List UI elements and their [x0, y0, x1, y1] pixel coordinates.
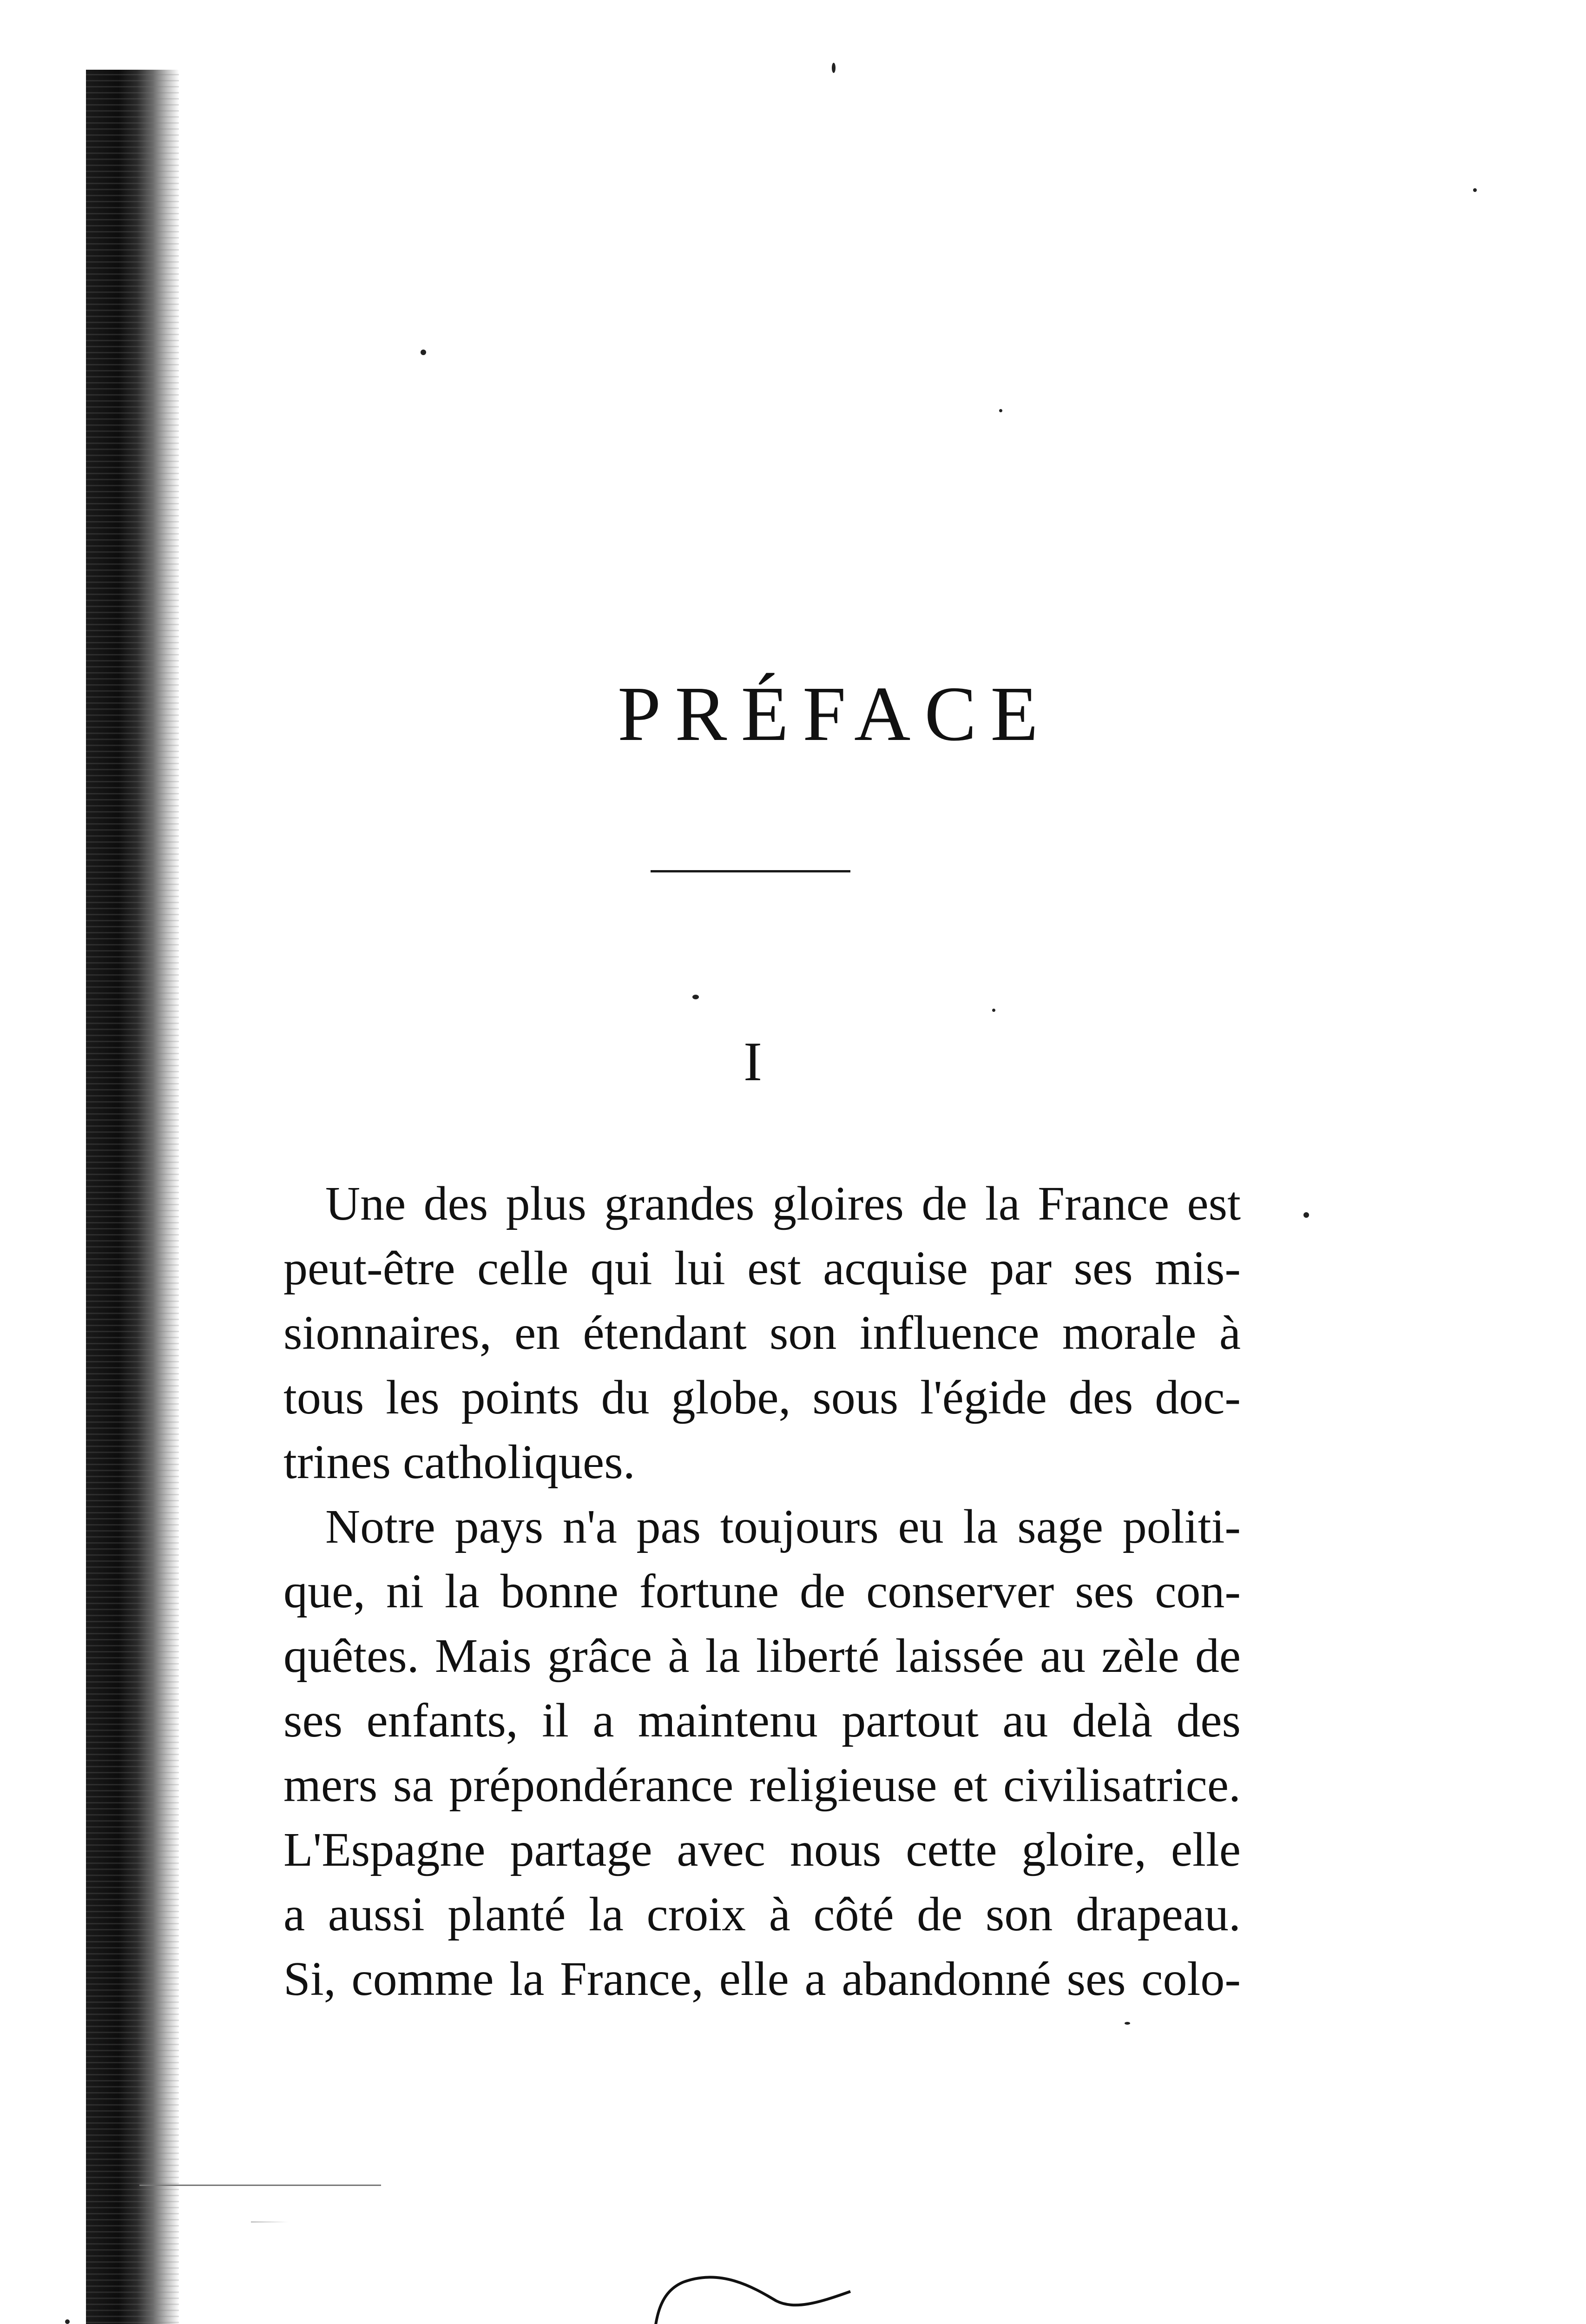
- scan-speck: [692, 995, 699, 999]
- text-line: Si, comme la France, elle a abandonné ses colo-: [283, 1952, 1241, 2006]
- title-rule: [651, 870, 850, 872]
- body-text: [283, 1171, 1241, 2011]
- text-line: peut-être celle qui lui est acquise par ses mis-: [283, 1241, 1241, 1295]
- scan-speck: [1473, 188, 1477, 192]
- text-line: ses enfants, il a maintenu partout au delà des: [283, 1694, 1241, 1747]
- pen-scribble: [251, 2222, 902, 2324]
- scan-speck: [999, 409, 1002, 412]
- scan-speck: [421, 350, 426, 355]
- scan-speck: [1125, 2022, 1130, 2025]
- text-line: trines catholiques.: [283, 1435, 635, 1489]
- text-line: mers sa prépondérance religieuse et civilisatrice.: [283, 1758, 1241, 1812]
- text-line: que, ni la bonne fortune de conserver ses con-: [283, 1565, 1241, 1618]
- text-line: tous les points du globe, sous l'égide des doc-: [283, 1371, 1241, 1424]
- page-title: PRÉFACE: [617, 671, 1053, 757]
- faint-rule: [139, 2185, 381, 2186]
- text-line: L'Espagne partage avec nous cette gloire, elle: [283, 1823, 1241, 1876]
- scan-speck: [832, 63, 836, 73]
- text-line: Notre pays n'a pas toujours eu la sage politi-: [325, 1500, 1241, 1553]
- text-line: a aussi planté la croix à côté de son drapeau.: [283, 1888, 1241, 1941]
- scan-speck: [1303, 1212, 1309, 1218]
- text-line: sionnaires, en étendant son influence morale à: [283, 1306, 1241, 1360]
- book-binding-edge: [86, 70, 179, 2324]
- text-line: quêtes. Mais grâce à la liberté laissée au zèle de: [283, 1629, 1241, 1683]
- scan-speck: [65, 2319, 70, 2324]
- scan-speck: [992, 1009, 995, 1012]
- text-line: Une des plus grandes gloires de la France est: [325, 1177, 1241, 1230]
- section-number: I: [744, 1030, 762, 1092]
